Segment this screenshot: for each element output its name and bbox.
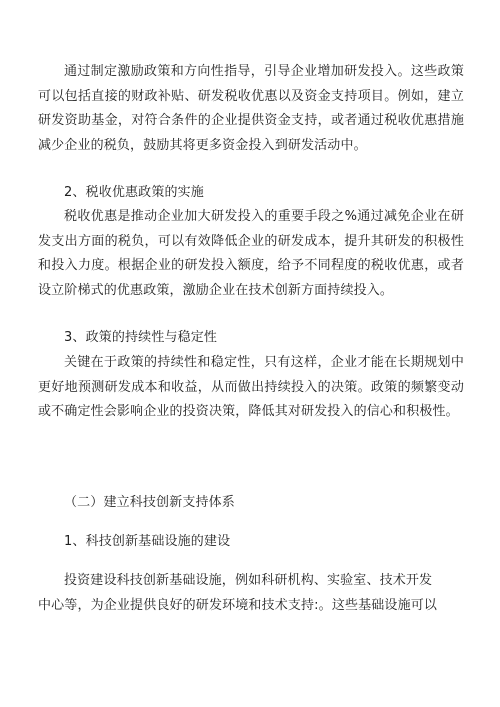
heading-infrastructure-construction: 1、科技创新基础设施的建设: [64, 534, 231, 549]
paragraph-line: 中心等，为企业提供良好的研发环境和技术支持:。这些基础设施可以: [38, 598, 438, 613]
paragraph-infrastructure: [38, 568, 468, 618]
paragraph-tax-incentive: 税收优惠是推动企业加大研发投入的重要手段之%通过减免企业在研发支出方面的税负，可以有效降低企业的研发成本，提升其研发的积极性和投入力度。根据企业的研发投入额度，给予不同程度的税收优惠，或者设立阶梯式的优惠政策，激励企业在技术创新方面持续投入。: [38, 209, 464, 298]
heading-policy-stability: 3、政策的持续性与稳定性: [64, 330, 218, 345]
heading-tax-incentive-implementation: 2、税收优惠政策的实施: [64, 185, 204, 200]
paragraph-policy-stability: 关键在于政策的持续性和稳定性，只有这样，企业才能在长期规划中更好地预测研发成本和收益，从而做出持续投入的决策。政策的频繁变动或不确定性会影响企业的投资决策，降低其对研发投入的信心和积极性。: [38, 355, 464, 419]
paragraph-policy-guidance: 通过制定激励政策和方向性指导，引导企业增加研发投入。这些政策可以包括直接的财政补贴、研发税收优惠以及资金支持项目。例如，建立研发资助基金，对符合条件的企业提供资金支持，或者通过税收优惠措施减少企业的税负，鼓励其将更多资金投入到研发活动中。: [38, 64, 464, 153]
paragraph-line: 投资建设科技创新基础设施，例如科研机构、实验室、技术开发: [64, 573, 433, 588]
heading-innovation-support-system: （二）建立科技创新支持体系: [64, 495, 235, 510]
